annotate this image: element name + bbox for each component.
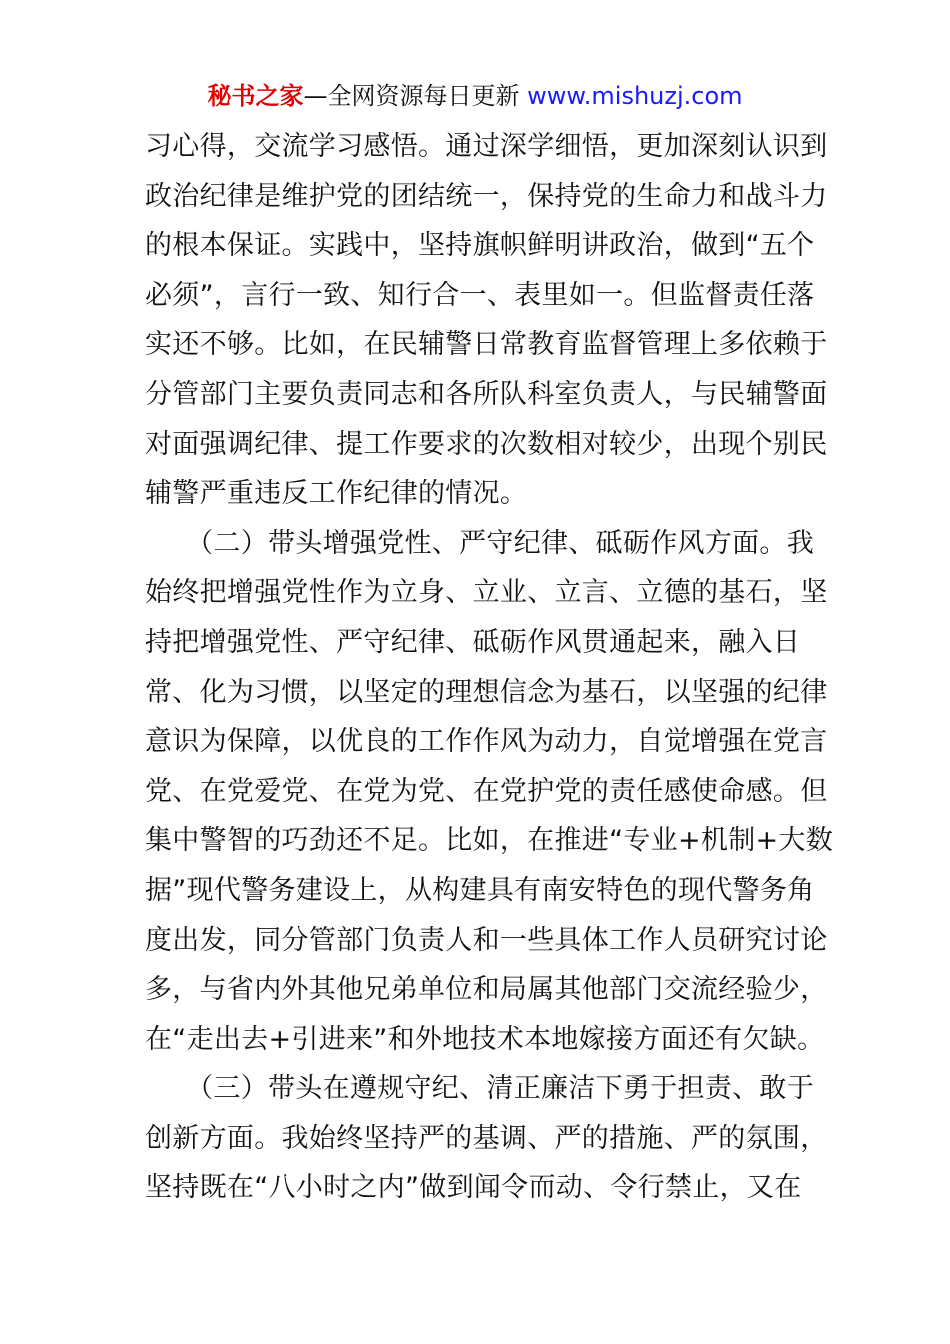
text-line: （三）带头在遵规守纪、清正廉洁下勇于担责、敢于	[145, 1073, 814, 1105]
site-header	[0, 80, 950, 112]
text-line: 必须”，言行一致、知行合一、表里如一。但监督责任落	[145, 279, 815, 311]
text-line: 常、化为习惯，以坚定的理想信念为基石，以坚强的纪律	[145, 676, 828, 708]
text-line: 集中警智的巧劲还不足。比如，在推进“专业+机制+大数	[145, 825, 834, 857]
document-body	[145, 122, 834, 1213]
text-line: 政治纪律是维护党的团结统一，保持党的生命力和战斗力	[145, 180, 828, 212]
site-brand: 秘书之家	[207, 82, 304, 110]
text-line: 创新方面。我始终坚持严的基调、严的措施、严的氛围，	[145, 1122, 828, 1154]
text-line: 始终把增强党性作为立身、立业、立言、立德的基石，坚	[145, 577, 828, 609]
text-line: 习心得，交流学习感悟。通过深学细悟，更加深刻认识到	[145, 131, 828, 162]
text-line: 实还不够。比如，在民辅警日常教育监督管理上多依赖于	[145, 329, 828, 361]
text-line: 度出发，同分管部门负责人和一些具体工作人员研究讨论	[145, 924, 828, 956]
text-line: 分管部门主要负责同志和各所队科室负责人，与民辅警面	[145, 378, 828, 410]
site-tagline: —全网资源每日更新	[303, 82, 520, 110]
text-line: 持把增强党性、严守纪律、砥砺作风贯通起来，融入日	[145, 626, 801, 658]
text-line: （二）带头增强党性、严守纪律、砥砺作风方面。我	[145, 527, 814, 559]
text-line: 在“走出去+引进来”和外地技术本地嫁接方面还有欠缺。	[145, 1023, 825, 1055]
text-line: 意识为保障，以优良的工作作风为动力，自觉增强在党言	[145, 726, 828, 758]
text-line: 对面强调纪律、提工作要求的次数相对较少，出现个别民	[145, 428, 828, 460]
text-line: 辅警严重违反工作纪律的情况。	[145, 478, 528, 510]
text-line: 多，与省内外其他兄弟单位和局属其他部门交流经验少，	[145, 974, 828, 1006]
text-line: 党、在党爱党、在党为党、在党护党的责任感使命感。但	[145, 775, 828, 807]
text-line: 的根本保证。实践中，坚持旗帜鲜明讲政治，做到“五个	[145, 230, 815, 262]
text-line: 据”现代警务建设上，从构建具有南安特色的现代警务角	[145, 874, 815, 906]
text-line: 坚持既在“八小时之内”做到闻令而动、令行禁止，又在	[145, 1172, 802, 1204]
site-url-link[interactable]: www.mishuzj.com	[527, 82, 743, 110]
